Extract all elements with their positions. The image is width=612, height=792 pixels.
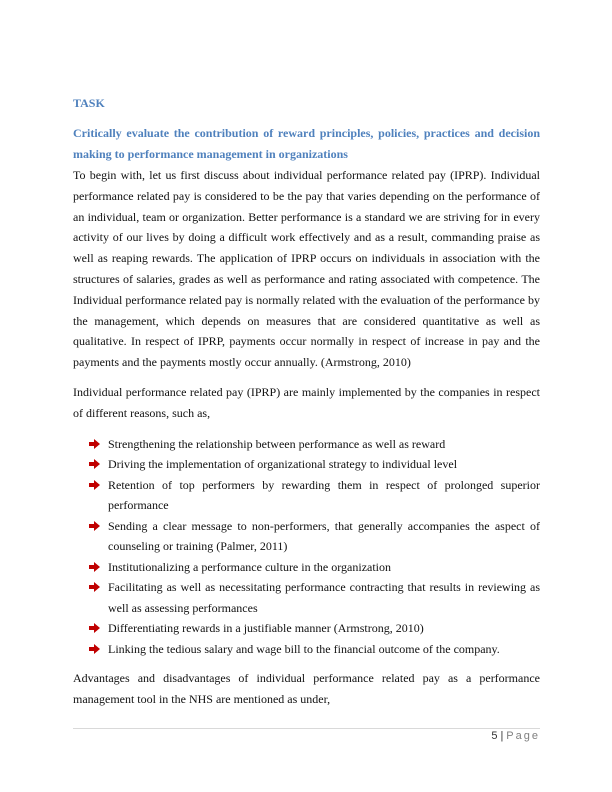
bullet-text: Retention of top performers by rewarding them in respect of prolonged superior performance (108, 477, 540, 513)
red-arrow-bullet-icon (89, 459, 100, 469)
footer-divider (73, 728, 540, 729)
red-arrow-bullet-icon (89, 521, 100, 531)
red-arrow-bullet-icon (89, 439, 100, 449)
bullet-text: Institutionalizing a performance culture in the organization (108, 559, 392, 574)
red-arrow-bullet-icon (89, 562, 100, 572)
red-arrow-bullet-icon (89, 582, 100, 592)
page-footer (491, 729, 540, 743)
bullet-item (73, 618, 540, 639)
red-arrow-bullet-icon (89, 644, 100, 654)
page-number: 5 (491, 730, 498, 742)
red-arrow-bullet-icon (89, 623, 100, 633)
bullet-text: Facilitating as well as necessitating performance contracting that results in reviewing as well as assessing performances (108, 580, 540, 615)
section-subheading: Critically evaluate the contribution of reward principles, policies, practices and decision making to performance management in organizations (73, 126, 540, 161)
reasons-bullet-list (73, 434, 540, 660)
bullet-text: Sending a clear message to non-performers, that generally accompanies the aspect of counseling or training (Palmer, 2011) (108, 518, 540, 554)
paragraph-advantages-intro: Advantages and disadvantages of individual performance related pay as a performance management tool in the NHS are mentioned as under, (73, 671, 540, 706)
task-heading: TASK (73, 96, 105, 110)
bullet-text: Differentiating rewards in a justifiable manner (Armstrong, 2010) (108, 621, 424, 636)
bullet-item (73, 639, 540, 660)
red-arrow-bullet-icon (89, 480, 100, 490)
paragraph-iprp-reasons: Individual performance related pay (IPRP) are mainly implemented by the companies in respect of different reasons, such as, (73, 384, 540, 420)
footer-separator: | (500, 730, 504, 742)
bullet-item (73, 475, 540, 516)
page-label: Page (506, 730, 540, 742)
page-content (73, 93, 540, 710)
bullet-text: Strengthening the relationship between performance as well as reward (108, 436, 446, 451)
bullet-item (73, 577, 540, 618)
paragraph-iprp-intro: To begin with, let us first discuss about individual performance related pay (IPRP). Individual performance related pay is considered to be the pay that varies depending on the performance of an individual, team or organization. Better performance is a standard we are striving for in every activity of our lives by doing a difficult work effectively and as a result, commanding praise as well as reaping rewards. The application of IPRP occurs on individuals in association with the structures of salaries, grades as well as performance and rating associated with competence. The Individual performance related pay is normally related with the evaluation of the performance by the management, which depends on measures that are considered quantitative as well as qualitative. In respect of IPRP, payments occur normally in respect of increase in pay and the payments and the payments mostly occur annually. (Armstrong, 2010) (73, 168, 540, 370)
bullet-item (73, 454, 540, 475)
bullet-item (73, 557, 540, 578)
bullet-item (73, 516, 540, 557)
bullet-item (73, 434, 540, 455)
bullet-text: Linking the tedious salary and wage bill to the financial outcome of the company. (108, 641, 500, 656)
bullet-text: Driving the implementation of organizational strategy to individual level (108, 457, 458, 472)
